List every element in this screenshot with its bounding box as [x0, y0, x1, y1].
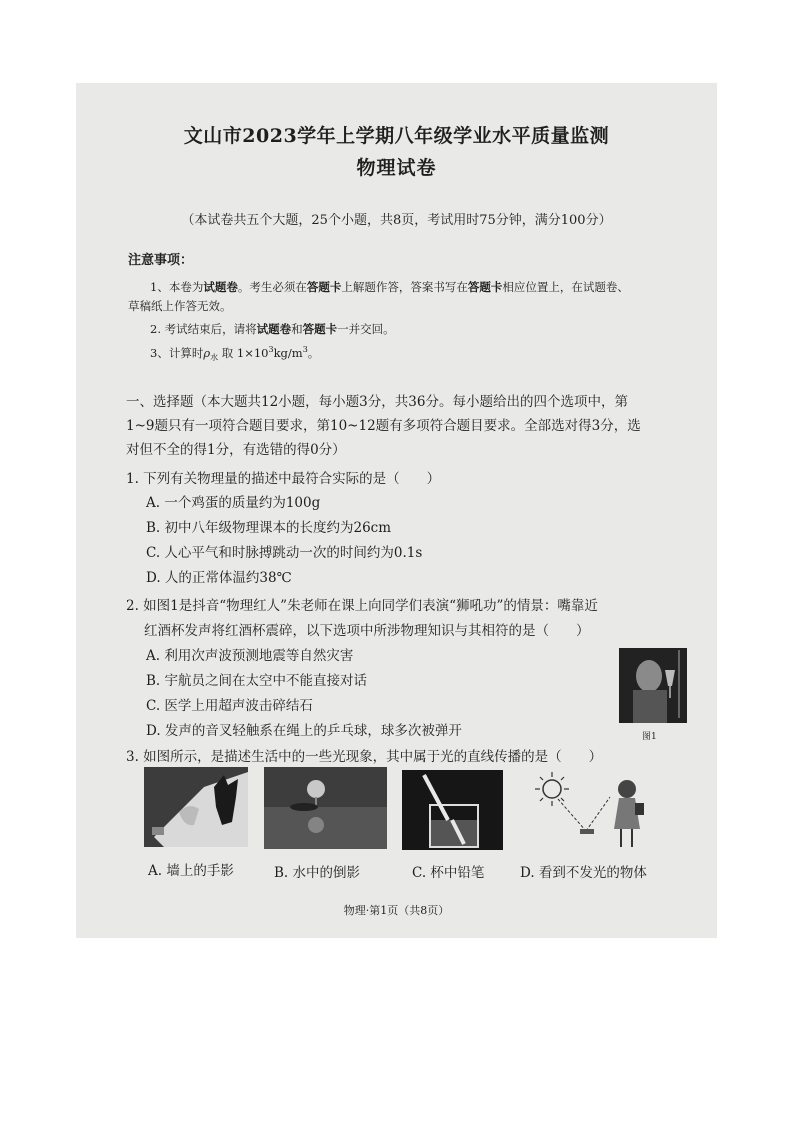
page-footer: 物理·第1页（共8页）	[343, 904, 450, 917]
question-1-option-d: D. 人的正常体温约38℃	[146, 570, 292, 586]
note-text: 和	[291, 322, 303, 336]
note-text: 1、本卷为	[150, 280, 204, 294]
exponent: 3	[268, 345, 274, 354]
pencil-in-cup-picture	[402, 770, 503, 850]
section-1-heading	[126, 390, 698, 462]
picture-a-caption: A. 墙上的手影	[148, 863, 234, 879]
note-bold: 试题卷	[203, 280, 238, 294]
note-2	[150, 321, 395, 337]
question-3-stem: 3. 如图所示，是描述生活中的一些光现象，其中属于光的直线传播的是（ ）	[126, 749, 603, 765]
hand-shadow-picture	[144, 767, 248, 847]
note-text: 。	[307, 345, 320, 360]
water-reflection-illustration	[264, 767, 387, 849]
non-luminous-object-picture	[524, 767, 664, 853]
note-text: 3、计算时	[150, 345, 204, 360]
exam-title: 文山市2023学年上学期八年级学业水平质量监测	[183, 125, 610, 147]
note-bold: 答题卡	[306, 280, 342, 294]
question-2-option-d: D. 发声的音叉轻触系在绳上的乒乓球，球多次被弹开	[146, 723, 462, 739]
question-1-option-b: B. 初中八年级物理课本的长度约为26cm	[146, 520, 392, 536]
rho-subscript: 水	[210, 353, 219, 363]
note-3	[150, 342, 319, 366]
figure-1-caption: 图1	[642, 732, 657, 742]
note-text: 一并交回。	[337, 322, 395, 336]
note-text: 上解题作答，答案书写在	[341, 280, 468, 294]
note-bold: 试题卷	[256, 322, 292, 336]
note-bold: 答题卡	[467, 280, 503, 294]
pencil-in-cup-illustration	[402, 770, 503, 850]
question-2-stem-line1: 2. 如图1是抖音“物理红人”朱老师在课上向同学们表演“狮吼功”的情景：嘴靠近	[126, 598, 598, 614]
picture-d-caption: D. 看到不发光的物体	[520, 865, 647, 881]
teacher-glass-illustration	[619, 648, 687, 723]
note-text: kg/m	[273, 345, 303, 360]
girl-sun-illustration	[524, 767, 664, 853]
exam-page	[76, 83, 717, 938]
picture-b-caption: B. 水中的倒影	[274, 865, 361, 881]
question-1-option-c: C. 人心平气和时脉搏跳动一次的时间约为0.1s	[146, 545, 423, 561]
question-1-option-a: A. 一个鸡蛋的质量约为100g	[146, 495, 321, 511]
hand-shadow-illustration	[144, 767, 248, 847]
note-bold: 答题卡	[302, 322, 338, 336]
note-text: 取 1×10	[218, 345, 269, 360]
water-reflection-picture	[264, 767, 387, 849]
exponent: 3	[302, 345, 308, 354]
question-2-stem-line2: 红酒杯发声将红酒杯震碎，以下选项中所涉物理知识与其相符的是（ ）	[144, 623, 590, 639]
rho-symbol: ρ	[203, 345, 211, 360]
note-text: 2. 考试结束后，请将	[150, 322, 257, 336]
question-2-option-a: A. 利用次声波预测地震等自然灾害	[146, 648, 354, 664]
note-text: 。考生必须在	[237, 280, 307, 294]
exam-info: （本试卷共五个大题，25个小题，共8页，考试用时75分钟，满分100分）	[181, 213, 612, 228]
figure-1-photo	[619, 648, 687, 723]
note-1-cont: 草稿纸上作答无效。	[128, 299, 232, 313]
picture-c-caption: C. 杯中铅笔	[412, 865, 485, 881]
exam-subtitle: 物理试卷	[356, 157, 437, 179]
note-text: 相应位置上，在试题卷、	[502, 280, 629, 294]
note-1	[150, 279, 629, 295]
question-2-option-b: B. 宇航员之间在太空中不能直接对话	[146, 673, 368, 689]
section-line: 一、选择题（本大题共12小题，每小题3分，共36分。每小题给出的四个选项中，第	[126, 394, 628, 410]
question-2-option-c: C. 医学上用超声波击碎结石	[146, 698, 313, 714]
section-line: 对但不全的得1分，有选错的得0分）	[126, 442, 346, 458]
question-1-stem: 1. 下列有关物理量的描述中最符合实际的是（ ）	[126, 471, 441, 487]
notes-heading: 注意事项：	[128, 253, 194, 268]
section-line: 1~9题只有一项符合题目要求，第10~12题有多项符合题目要求。全部选对得3分，选	[126, 418, 641, 434]
